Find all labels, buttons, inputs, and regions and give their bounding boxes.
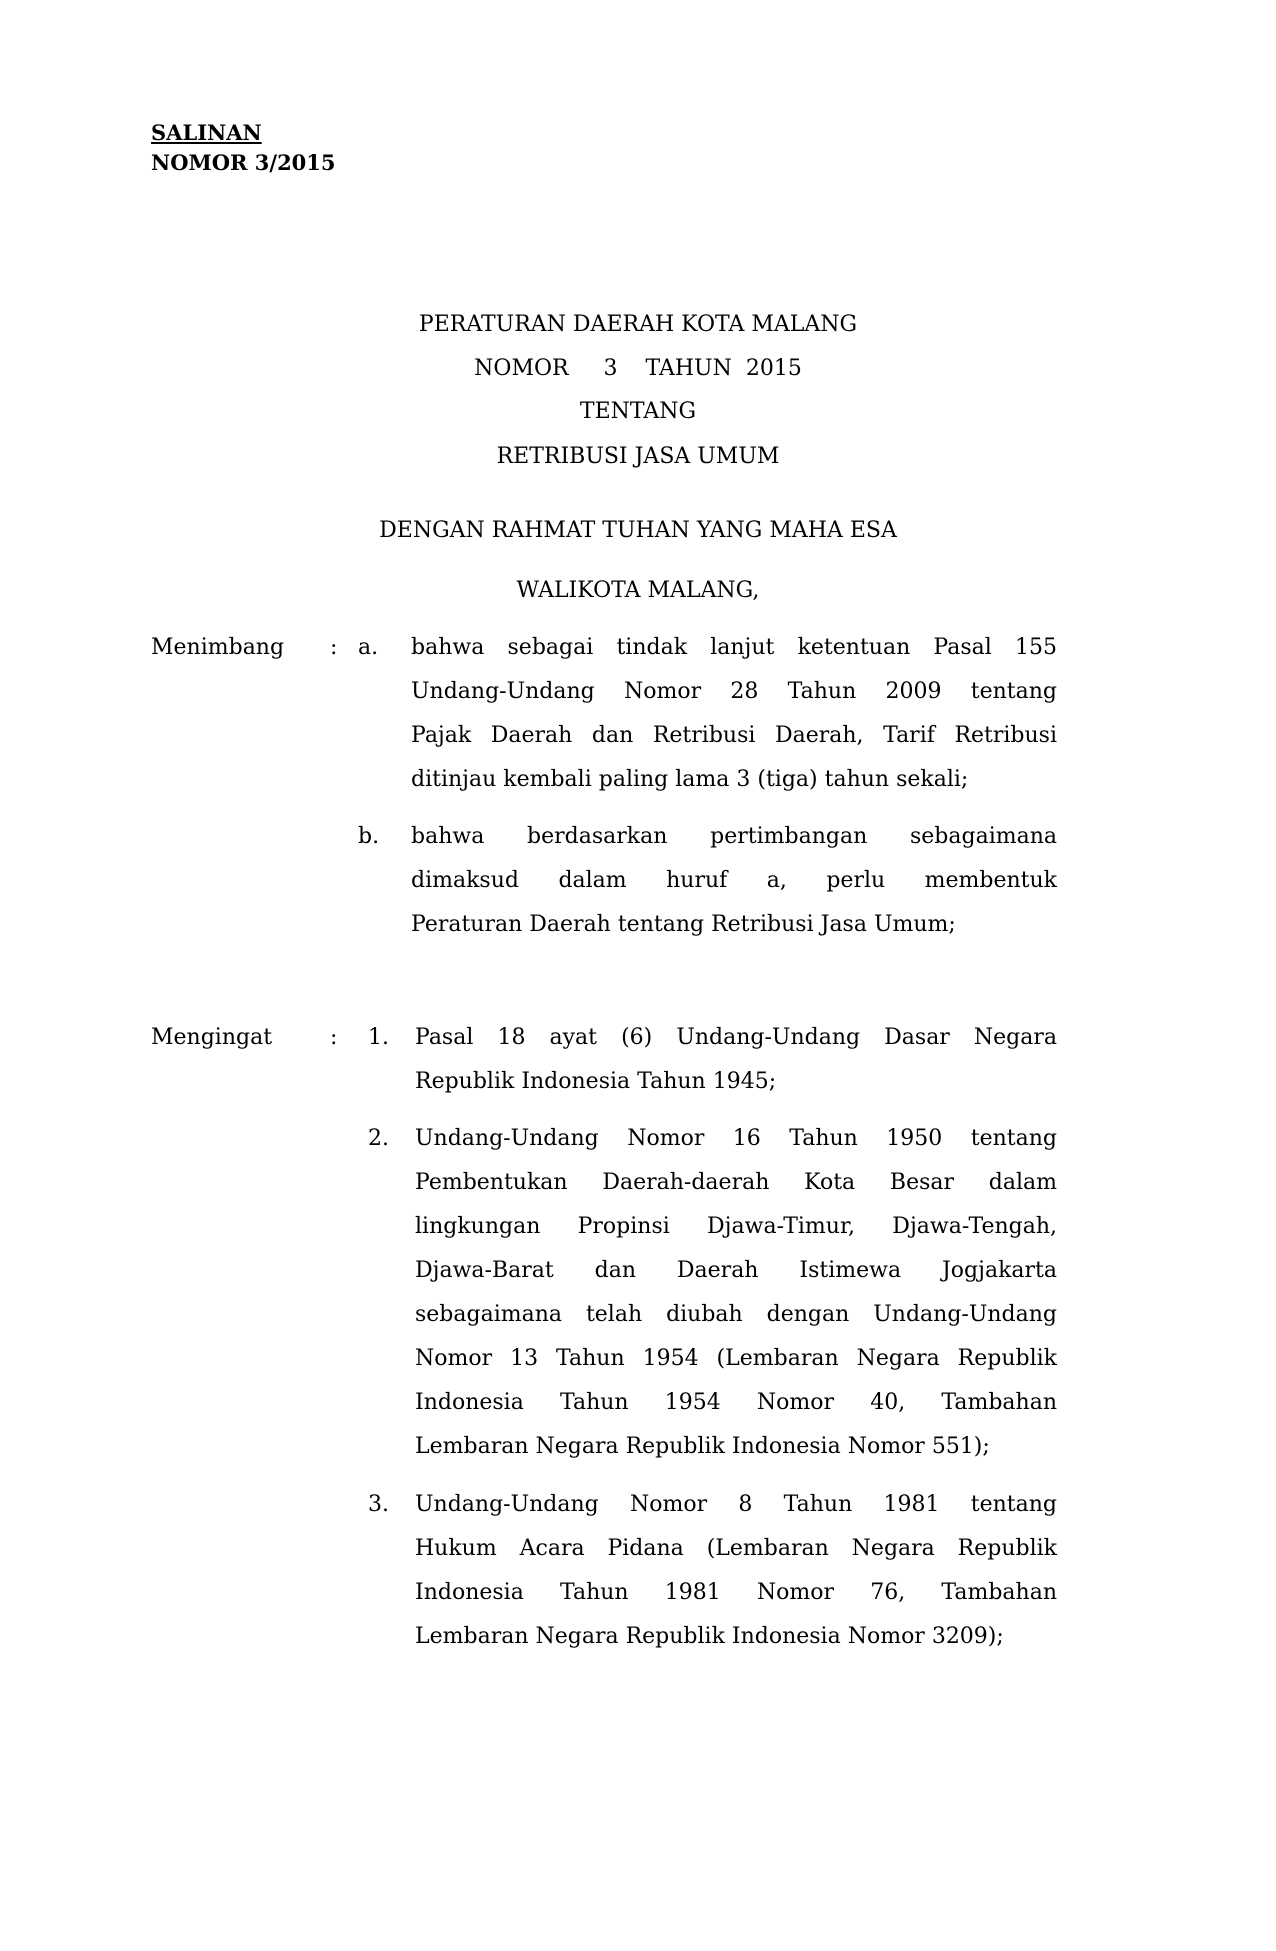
item-text-line: Djawa-Barat dan Daerah Istimewa Jogjakarta: [415, 1258, 1057, 1283]
item-text-line: Lembaran Negara Republik Indonesia Nomor 551);: [415, 1434, 990, 1459]
preamble-mayor: WALIKOTA MALANG,: [516, 578, 760, 603]
item-text-line: Undang-Undang Nomor 28 Tahun 2009 tentang: [411, 679, 1057, 704]
item-text-line: Nomor 13 Tahun 1954 (Lembaran Negara Republik: [415, 1346, 1057, 1371]
item-text-line: sebagaimana telah diubah dengan Undang-Undang: [415, 1302, 1057, 1327]
item-marker: a.: [358, 635, 379, 660]
item-text-line: Indonesia Tahun 1981 Nomor 76, Tambahan: [415, 1580, 1057, 1605]
copy-label-text: SALINAN: [151, 120, 262, 145]
item-marker: 2.: [368, 1126, 389, 1151]
menimbang-colon: :: [330, 635, 338, 660]
item-marker: b.: [358, 824, 380, 849]
list-item: [411, 626, 1057, 802]
item-text-line: dimaksud dalam huruf a, perlu membentuk: [411, 868, 1057, 893]
list-item: [415, 1117, 1057, 1469]
item-marker: 1.: [368, 1025, 389, 1050]
mengingat-colon: :: [330, 1025, 338, 1050]
regulation-subject: RETRIBUSI JASA UMUM: [496, 444, 780, 469]
list-item: [415, 1483, 1057, 1659]
item-text-line: bahwa sebagai tindak lanjut ketentuan Pasal 155: [411, 635, 1057, 660]
menimbang-label: Menimbang: [151, 635, 285, 660]
item-text-line: Republik Indonesia Tahun 1945;: [415, 1069, 777, 1094]
item-text-line: ditinjau kembali paling lama 3 (tiga) tahun sekali;: [411, 767, 969, 792]
item-text-line: Lembaran Negara Republik Indonesia Nomor 3209);: [415, 1624, 1004, 1649]
regulation-number: NOMOR 3 TAHUN 2015: [474, 356, 802, 381]
item-text-line: Pasal 18 ayat (6) Undang-Undang Dasar Negara: [415, 1025, 1057, 1050]
item-text-line: Indonesia Tahun 1954 Nomor 40, Tambahan: [415, 1390, 1057, 1415]
item-marker: 3.: [368, 1492, 389, 1517]
document-number: NOMOR 3/2015: [151, 150, 336, 175]
item-text-line: Peraturan Daerah tentang Retribusi Jasa Umum;: [411, 912, 956, 937]
mengingat-label: Mengingat: [151, 1025, 273, 1050]
preamble-blessing: DENGAN RAHMAT TUHAN YANG MAHA ESA: [379, 518, 897, 543]
item-text-line: Hukum Acara Pidana (Lembaran Negara Republik: [415, 1536, 1057, 1561]
copy-label: [151, 118, 262, 148]
regulation-title: PERATURAN DAERAH KOTA MALANG: [418, 312, 858, 337]
item-text-line: Pembentukan Daerah-daerah Kota Besar dalam: [415, 1170, 1057, 1195]
item-text-line: bahwa berdasarkan pertimbangan sebagaimana: [411, 824, 1057, 849]
item-text-line: lingkungan Propinsi Djawa-Timur, Djawa-Tengah,: [415, 1214, 1057, 1239]
item-text-line: Undang-Undang Nomor 16 Tahun 1950 tentang: [415, 1126, 1057, 1151]
regulation-about: TENTANG: [579, 399, 697, 424]
item-text-line: Pajak Daerah dan Retribusi Daerah, Tarif Retribusi: [411, 723, 1057, 748]
list-item: [411, 815, 1057, 947]
list-item: [415, 1016, 1057, 1104]
item-text-line: Undang-Undang Nomor 8 Tahun 1981 tentang: [415, 1492, 1057, 1517]
